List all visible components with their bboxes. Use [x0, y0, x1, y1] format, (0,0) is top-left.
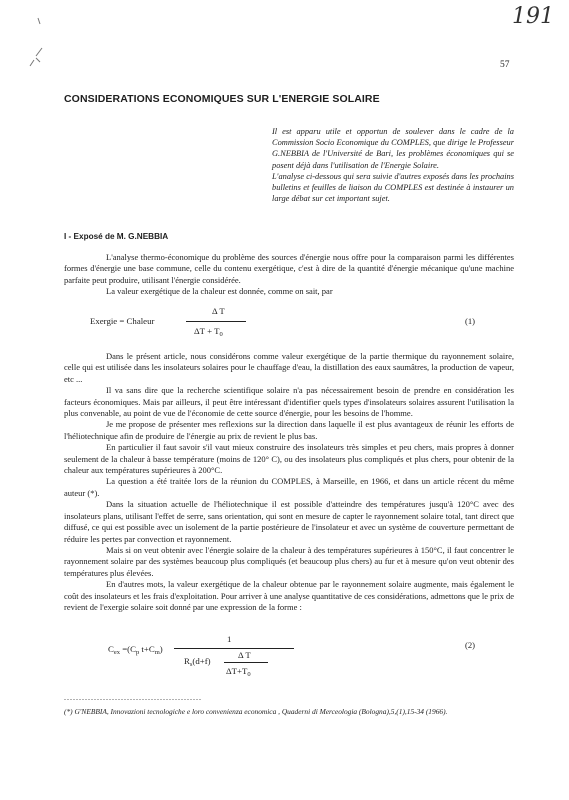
intro-paragraph: Il est apparu utile et opportun de soulever dans le cadre de la Commission Socio Economique du COMPLES, que dirige le Professeur G.NEBBIA de l'Université de Bari, les problèmes économiques qui se posent déjà dans l'utilisation de l'Energie Solaire. [272, 127, 514, 170]
handwritten-page-number: 191 [512, 4, 554, 29]
equation-1-numerator: Δ T [212, 306, 225, 316]
paragraph: En particulier il faut savoir s'il vaut mieux construire des insolateurs très simples et peu chers, mais propres à donner seulement de la chaleur à basse température (moins de 120° C), ou des insolateurs plus compliqués et plus chers, pour obtenir de la chaleur aux températures supérieures à 200°C. [64, 442, 514, 476]
equation-2-lhs: $C_{ex} =(C_p$ $t+C_m$) [108, 644, 163, 656]
paragraph: Dans le présent article, nous considérons comme valeur exergétique de la partie thermique du rayonnement solaire, celle qui est utilisée dans les insolateurs solaires pour le chauffage d'eau, la distillation des eaux saumâtres, la production de vapeur, etc ... [64, 351, 514, 384]
body-text-a [64, 252, 514, 298]
equation-1-number: (1) [465, 316, 476, 326]
paragraph: Il va sans dire que la recherche scientifique solaire n'a pas nécessairement besoin de prendre en considération les facteurs économiques. Mais par ailleurs, il peut être intéressant d'identifier quels types d'insolateurs solaires assurent l'utilisation la plus convenable, au point de vue de l'économie de cette source d'énergie, pour les besoins de l'homme. [64, 385, 514, 419]
paragraph: En d'autres mots, la valeur exergétique de la chaleur obtenue par le rayonnement solaire augmente, mais également le coût des insolateurs et les frais d'exploitation. Pour arriver à une analyse quantitative de ces considérations, admettons que le prix de revient de l'exergie solaire soit donné par une expression de la forme : [64, 579, 515, 612]
equation-1-lhs: Exergie = Chaleur [90, 316, 155, 326]
equation-2-number: (2) [465, 640, 476, 650]
equation-2 [108, 634, 468, 684]
paragraph: L'analyse thermo-économique du problème des sources d'énergie nous offre pour la comparaison parmi les différentes formes d'énergie une base commune, celle du contenu exergétique, c'est à dire de la quantité d'énergie mécanique qu'une machine parfaite peut produire, utilisant l'énergie considérée. [64, 252, 514, 285]
page-number: 57 [500, 60, 510, 70]
paragraph: Dans la situation actuelle de l'héliotechnique il est possible d'atteindre des températures jusqu'à 120°C avec des insolateurs plans, utilisant l'effet de serre, sans orientation, qui sont en mesure de capter le rayonnement solaire total, tant direct que diffusé, ce qui est possible avec un isolement de la partie postérieure de l'insolateur et avec un système de couverture permettant de réduire les pertes par convection et rayonnement. [64, 499, 514, 544]
paragraph: Mais si on veut obtenir avec l'énergie solaire de la chaleur à des températures supérieures à 150°C, il faut concentrer le rayonnement solaire par des systèmes beaucoup plus compliqués (et beaucoup plus chers) au fur et à mesure qu'on veut obtenir des températures plus élevées. [64, 544, 514, 578]
article-title: CONSIDERATIONS ECONOMIQUES SUR L'ENERGIE SOLAIRE [64, 93, 380, 105]
body-text-b [64, 351, 514, 613]
fraction-bar [186, 321, 246, 322]
intro-block [272, 126, 514, 204]
section-heading: I - Exposé de M. G.NEBBIA [64, 232, 169, 241]
equation-2-denominator: $R_s(d+f)$ [184, 656, 211, 668]
handwritten-mark [22, 14, 52, 74]
intro-paragraph: L'analyse ci-dessous qui sera suivie d'autres exposés dans les prochains bulletins et feuilles de liaison du COMPLES est destinée à instaurer un large débat sur cet important sujet. [272, 171, 514, 204]
paragraph: La valeur exergétique de la chaleur est donnée, comme on sait, par [106, 286, 333, 297]
paragraph: La question a été traitée lors de la réunion du COMPLES, à Marseille, en 1966, et dans un article récent du même auteur (*). [64, 476, 514, 498]
footnote-separator: .............................................. [64, 693, 202, 702]
equation-2-inner-numerator: Δ T [238, 650, 251, 660]
equation-1-denominator: $\Delta T + T_0$ [194, 326, 223, 338]
equation-2-inner-denominator: $\Delta T+T_0$ [226, 666, 251, 678]
inner-fraction-bar [224, 662, 268, 663]
paragraph: Je me propose de présenter mes reflexions sur la direction dans laquelle il est plus avantageux de réunir les efforts de l'héliotechnique afin de produire de l'énergie au prix de revient le plus bas. [64, 419, 514, 441]
equation-2-numerator: 1 [227, 634, 232, 644]
equation-1 [90, 306, 470, 342]
footnote: (*) G'NEBBIA, Innovazioni tecnologiche e loro convenienza economica , Quaderni di Merceologia (Bologna),5,(1),15-34 (1966). [64, 707, 448, 716]
fraction-bar [174, 648, 294, 649]
